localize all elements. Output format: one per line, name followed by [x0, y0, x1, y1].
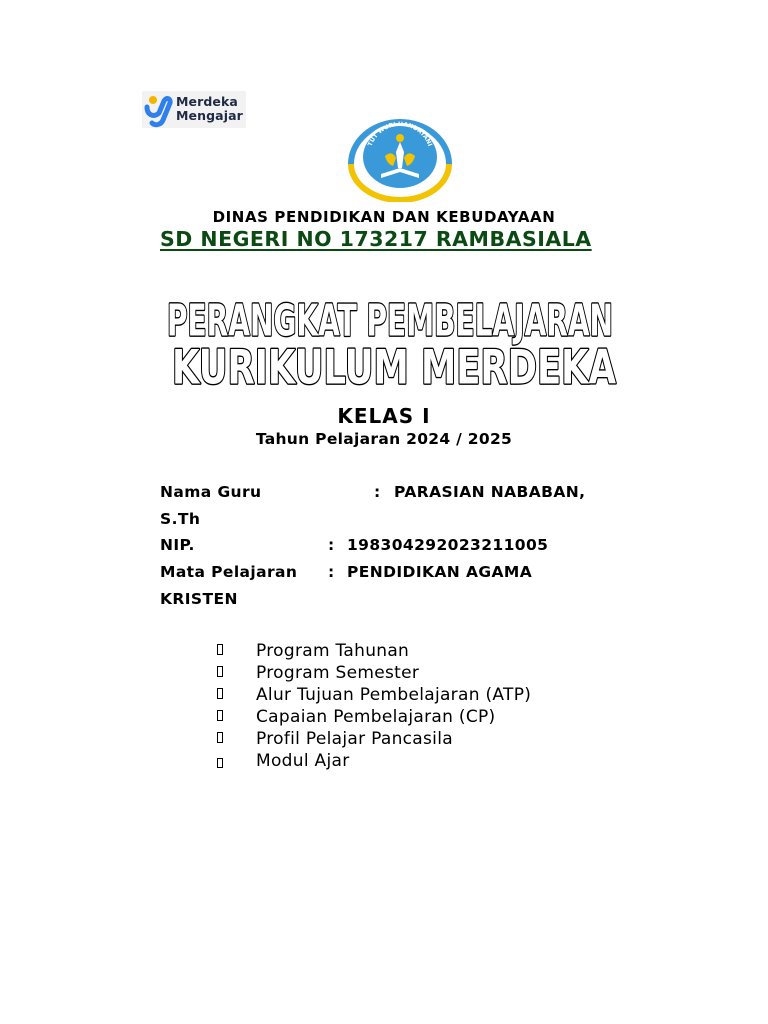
dinas-heading: DINAS PENDIDIKAN DAN KEBUDAYAAN	[212, 208, 556, 226]
mapel-label: Mata Pelajaran	[160, 563, 298, 581]
mapel-value: PENDIDIKAN AGAMA	[347, 563, 533, 581]
nip-value: 198304292023211005	[347, 536, 549, 554]
mapel-colon: :	[328, 563, 335, 581]
bullet-icon	[217, 732, 223, 743]
nip-colon: :	[328, 536, 335, 554]
merdeka-mengajar-logo	[142, 91, 246, 128]
list-item: Program Tahunan	[217, 641, 409, 661]
list-item: Alur Tujuan Pembelajaran (ATP)	[217, 685, 531, 705]
document-title	[160, 285, 630, 395]
merdeka-mengajar-icon	[144, 93, 174, 127]
list-item: Capaian Pembelajaran (CP)	[217, 707, 495, 727]
guru-value: PARASIAN NABABAN,	[394, 483, 586, 501]
bullet-icon	[217, 710, 223, 721]
title-line-2: KURIKULUM MERDEKA	[172, 338, 617, 395]
logo-line-2: Mengajar	[176, 108, 243, 123]
emblem-text: TUT WURI HANDAYANI	[366, 120, 434, 148]
tut-wuri-handayani-emblem	[345, 112, 455, 202]
title-line-1: PERANGKAT PEMBELAJARAN	[167, 295, 613, 347]
bullet-icon	[217, 644, 223, 655]
school-year: Tahun Pelajaran 2024 / 2025	[255, 430, 513, 448]
school-name: SD NEGERI NO 173217 RAMBASIALA	[160, 227, 592, 251]
logo-line-1: Merdeka	[176, 94, 238, 109]
list-item: Modul Ajar	[217, 751, 350, 771]
guru-label: Nama Guru	[160, 483, 262, 501]
mapel-value-cont: KRISTEN	[160, 590, 238, 608]
kelas-heading: KELAS I	[337, 404, 431, 428]
bullet-icon	[217, 666, 223, 677]
nip-label: NIP.	[160, 536, 195, 554]
bullet-icon	[217, 758, 223, 768]
list-item: Program Semester	[217, 663, 419, 683]
guru-value-cont: S.Th	[160, 510, 201, 528]
list-item: Profil Pelajar Pancasila	[217, 729, 453, 749]
guru-colon: :	[374, 483, 381, 501]
bullet-icon	[217, 688, 223, 699]
